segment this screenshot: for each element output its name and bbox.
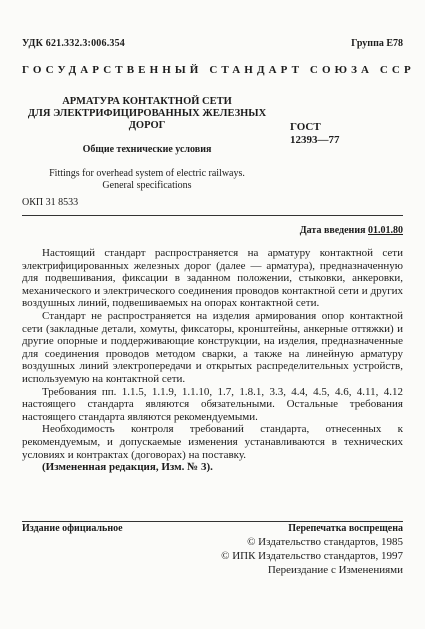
copyright-1985: © Издательство стандартов, 1985 bbox=[247, 536, 403, 548]
amendment-note: (Измененная редакция, Изм. № 3). bbox=[42, 461, 213, 474]
document-subtitle: Общие технические условия bbox=[82, 144, 212, 155]
state-standard-heading: ГОСУДАРСТВЕННЫЙ СТАНДАРТ СОЮЗА ССР bbox=[22, 64, 415, 76]
introduction-date-value: 01.01.80 bbox=[368, 225, 403, 236]
gost-designation bbox=[290, 121, 340, 147]
copyright-1997: © ИПК Издательство стандартов, 1997 bbox=[221, 550, 403, 562]
gost-number: 12393—77 bbox=[290, 134, 340, 146]
paragraph-exclusions: Стандарт не распространяется на изделия армирования опор контактной сети (закладные детали, хомуты, фиксаторы, кронштейны, анкерные оттяжки) и другие опорные и поддерживающие конструкции, на изделия, предназначенные для соединения проводов методом сварки, а также на линейную арматуру воздушных линий электропередачи и открытых распределительных устройств, используемую на контактной сети. bbox=[22, 309, 403, 385]
english-title-line-1: Fittings for overhead system of electric railways. bbox=[49, 168, 245, 179]
reprint-notice: Перепечатка воспрещена bbox=[288, 523, 403, 534]
okp-code: ОКП 31 8533 bbox=[22, 197, 79, 208]
introduction-date bbox=[300, 225, 403, 236]
document-title-block bbox=[22, 96, 272, 192]
english-title-line-2: General specifications bbox=[102, 180, 192, 191]
paragraph-mandatory-requirements: Требования пп. 1.1.5, 1.1.9, 1.1.10, 1.7, 1.8.1, 3.3, 4.4, 4.5, 4.6, 4.11, 4.12 настоящего стандарта являются обязательными. Остальные требования настоящего стандарта являются рекомендуемыми. bbox=[22, 385, 403, 423]
udk-code: УДК 621.332.3:006.354 bbox=[22, 38, 125, 49]
english-title bbox=[22, 168, 272, 192]
paragraph-scope: Настоящий стандарт распространяется на арматуру контактной сети электрифицированных железных дорог (далее — арматура), предназначенную для подвешивания, фиксации в заданном положении, стыковки, анкеровки, механического и электрического соединения проводов контактной сети и других воздушных линий, подвешиваемых на опорах контактной сети. bbox=[22, 247, 403, 310]
footer-divider bbox=[22, 521, 403, 522]
official-edition-label: Издание официальное bbox=[22, 523, 123, 534]
header-divider bbox=[22, 215, 403, 216]
gost-label: ГОСТ bbox=[290, 121, 321, 133]
title-line-3: ДОРОГ bbox=[128, 120, 166, 131]
paragraph-control-necessity: Необходимость контроля требований стандарта, отнесенных к рекомендуемым, и допускаемые изменения устанавливаются в технических условиях и контрактах (договорах) на поставку. bbox=[22, 423, 403, 461]
introduction-date-label: Дата введения bbox=[299, 225, 366, 236]
title-line-1: АРМАТУРА КОНТАКТНОЙ СЕТИ bbox=[62, 96, 232, 107]
group-code: Группа Е78 bbox=[351, 38, 403, 49]
reissue-note: Переиздание с Изменениями bbox=[267, 564, 403, 576]
standard-body bbox=[22, 247, 403, 474]
title-line-2: ДЛЯ ЭЛЕКТРИФИЦИРОВАННЫХ ЖЕЛЕЗНЫХ bbox=[27, 108, 267, 119]
